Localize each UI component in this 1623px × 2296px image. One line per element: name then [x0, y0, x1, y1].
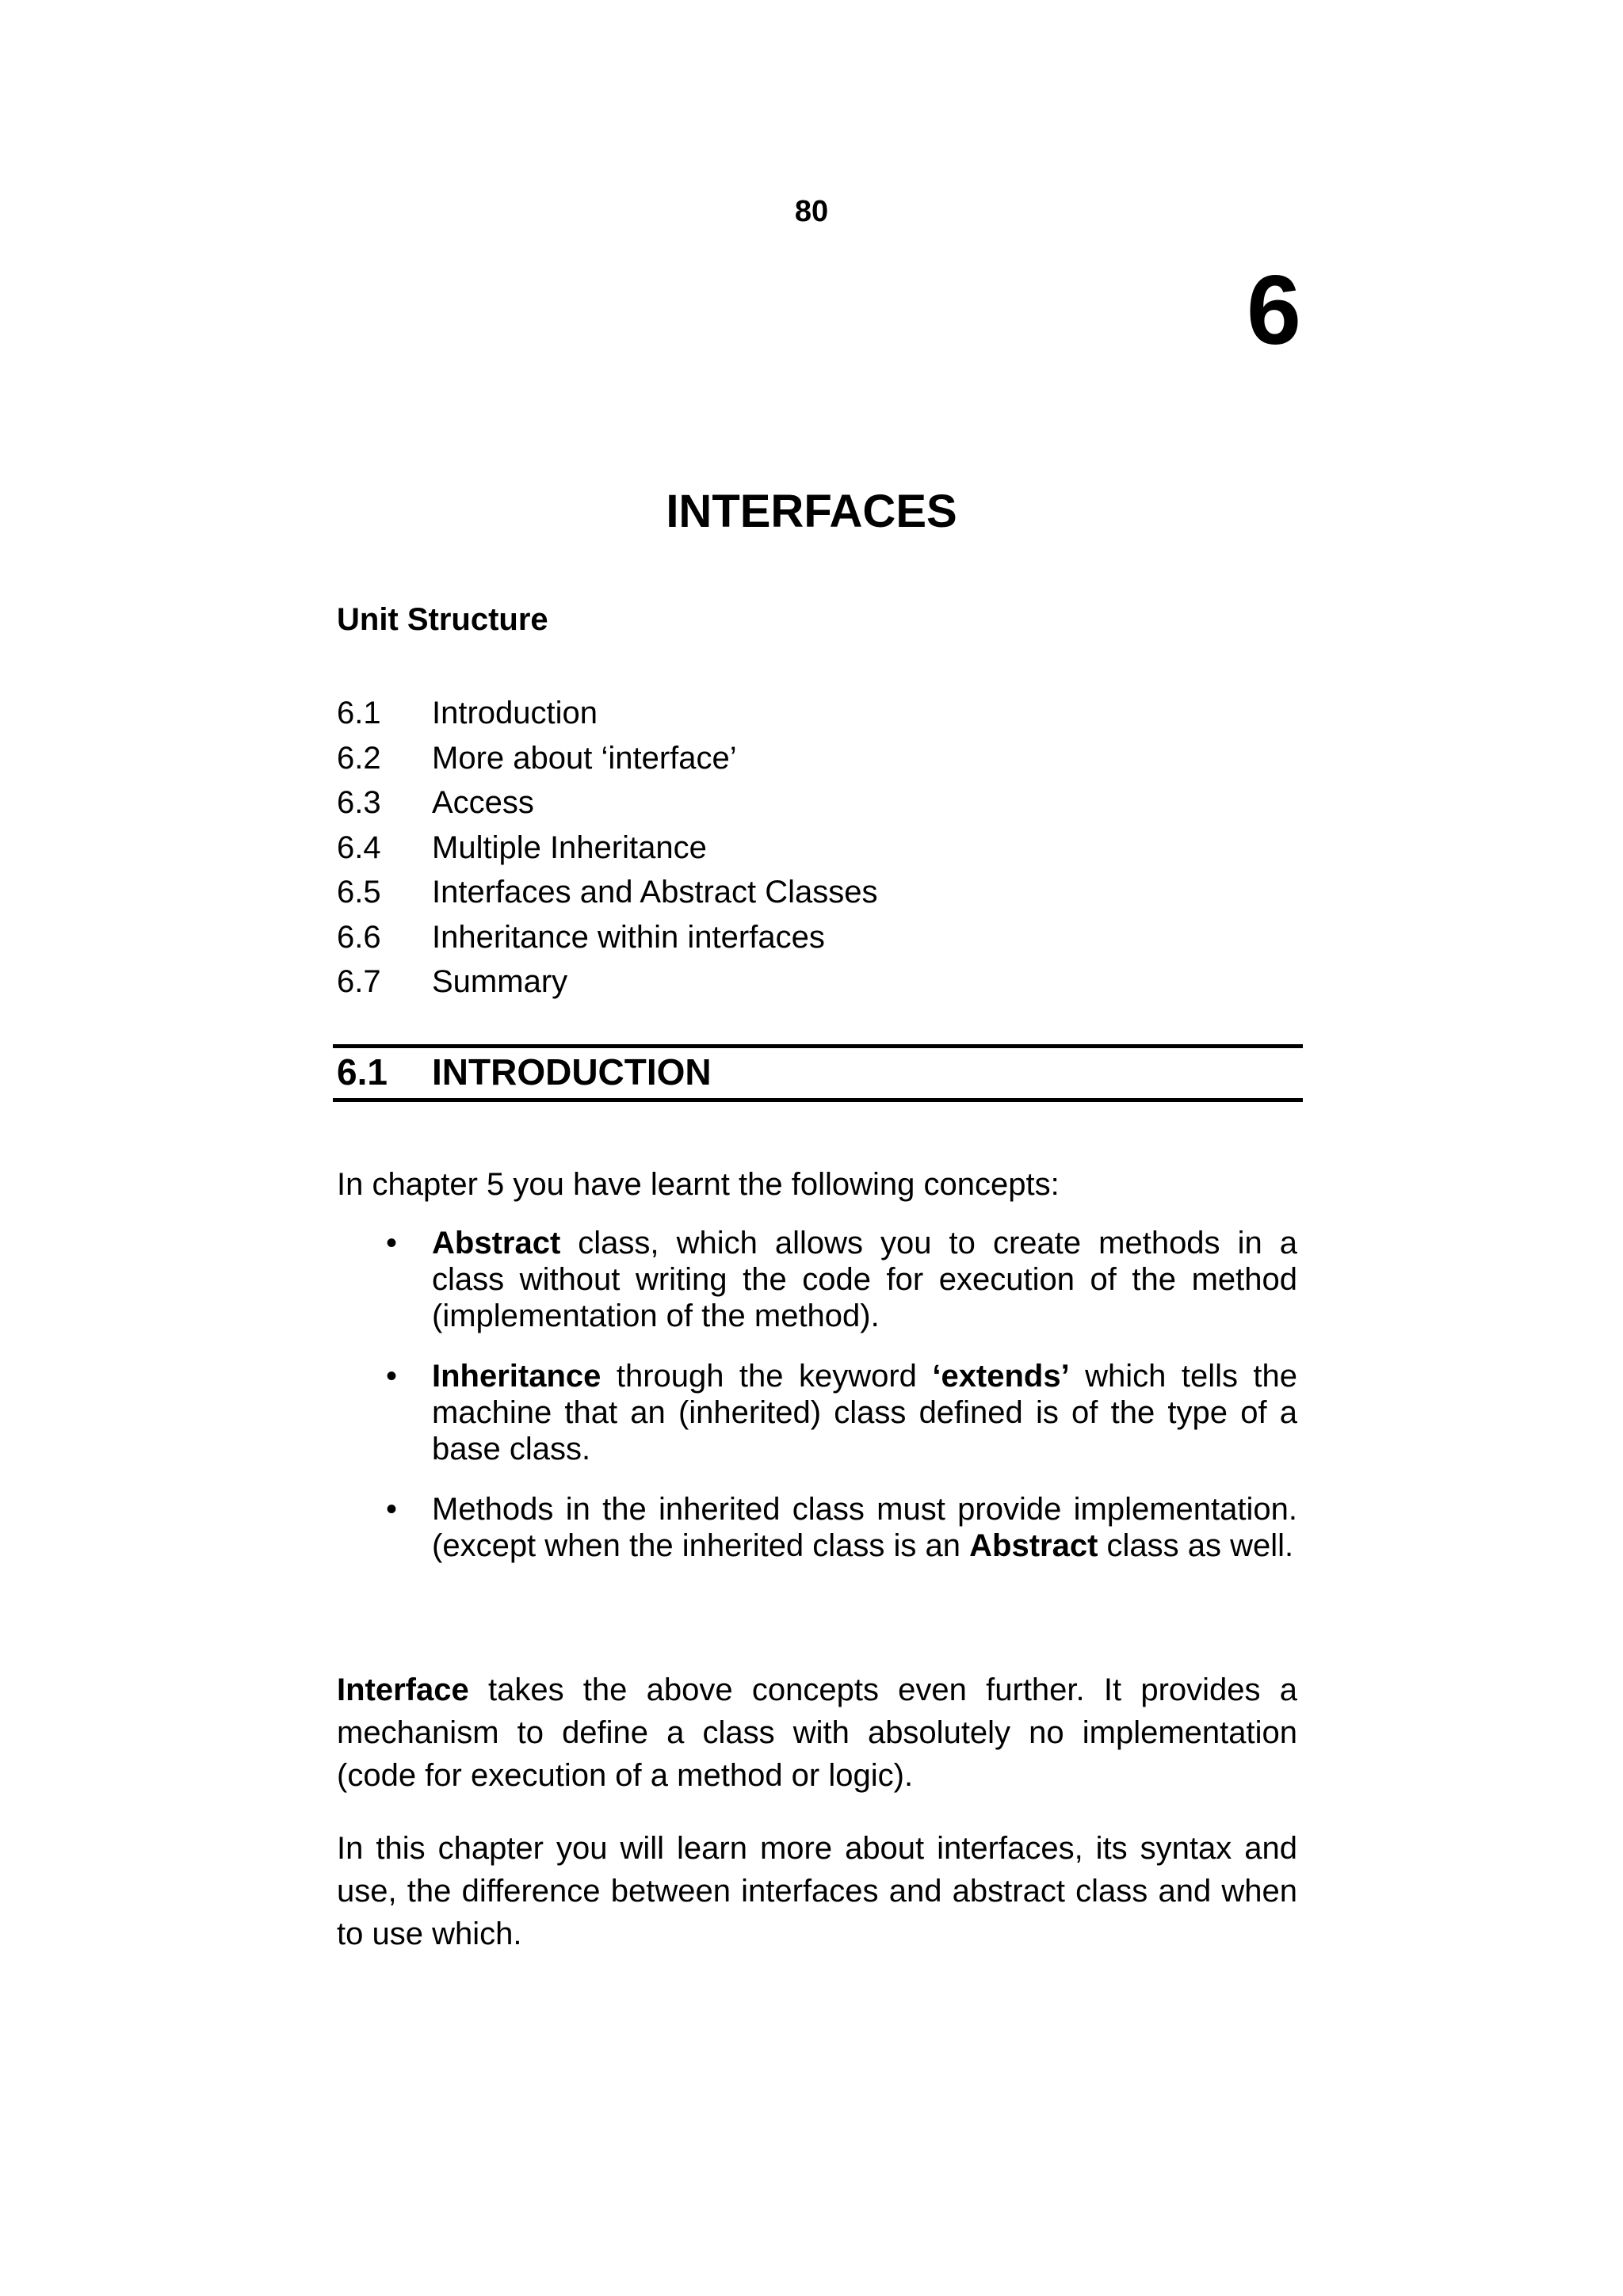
list-item-text: class as well. [1098, 1528, 1294, 1563]
chapter-number: 6 [1247, 256, 1301, 365]
toc-item-label: Multiple Inheritance [432, 830, 707, 865]
toc-item [337, 915, 878, 960]
bold-term: Abstract [432, 1226, 561, 1261]
paragraph-text: takes the above concepts even further. It provides a mechanism to define a class with absolutely no implementation (code for execution of a method or logic). [337, 1672, 1297, 1793]
interface-paragraph [337, 1669, 1297, 1797]
list-item [337, 1491, 1297, 1564]
section-rule-bottom [333, 1098, 1303, 1102]
toc-item-label: More about ‘interface’ [432, 740, 737, 776]
toc-item [337, 691, 878, 736]
toc-item-number: 6.6 [337, 919, 381, 955]
unit-structure-heading: Unit Structure [337, 602, 548, 637]
bold-keyword: ‘extends’ [932, 1359, 1070, 1394]
section-title: INTRODUCTION [432, 1051, 712, 1093]
bullet-icon: • [386, 1492, 398, 1527]
toc-item-number: 6.5 [337, 875, 381, 910]
bullet-icon: • [386, 1359, 398, 1394]
toc-item [337, 826, 878, 871]
section-number: 6.1 [337, 1051, 388, 1093]
concept-list [337, 1225, 1297, 1588]
bold-term: Inheritance [432, 1359, 601, 1394]
list-item [337, 1358, 1297, 1467]
toc-item-number: 6.4 [337, 830, 381, 865]
intro-paragraph: In chapter 5 you have learnt the following concepts: [337, 1167, 1060, 1202]
toc-item [337, 870, 878, 915]
bold-term: Abstract [969, 1528, 1098, 1563]
toc-item [337, 780, 878, 826]
toc-item-label: Summary [432, 964, 568, 999]
bold-term: Interface [337, 1672, 469, 1707]
list-item [337, 1225, 1297, 1334]
section-rule-top [333, 1044, 1303, 1048]
list-item-text: through the keyword [601, 1359, 933, 1394]
toc-item-label: Inheritance within interfaces [432, 919, 825, 955]
bullet-icon: • [386, 1226, 398, 1261]
toc-item-number: 6.2 [337, 740, 381, 776]
toc-item [337, 959, 878, 1005]
toc-item-number: 6.7 [337, 964, 381, 999]
toc-item-label: Introduction [432, 696, 598, 730]
toc-item-label: Access [432, 785, 534, 820]
page-number: 80 [794, 195, 829, 228]
list-item-text: Methods in the inherited class must provide implementation. (except when the inherited class is an [432, 1492, 1297, 1563]
chapter-overview-paragraph: In this chapter you will learn more about interfaces, its syntax and use, the difference between interfaces and abstract class and when to use which. [337, 1831, 1297, 1951]
chapter-title: INTERFACES [666, 486, 957, 537]
toc-item-label: Interfaces and Abstract Classes [432, 875, 878, 910]
list-item-text: class, which allows you to create methods in a class without writing the code for execution of the method (implementation of the method). [432, 1226, 1297, 1333]
list-item-text: which tells the machine that an (inherited) class defined is of the type of a base class. [432, 1359, 1298, 1466]
unit-structure-list [337, 691, 878, 1005]
toc-item-number: 6.3 [337, 785, 381, 820]
section-heading [337, 1051, 712, 1093]
toc-item [337, 736, 878, 781]
toc-item-number: 6.1 [337, 696, 381, 730]
